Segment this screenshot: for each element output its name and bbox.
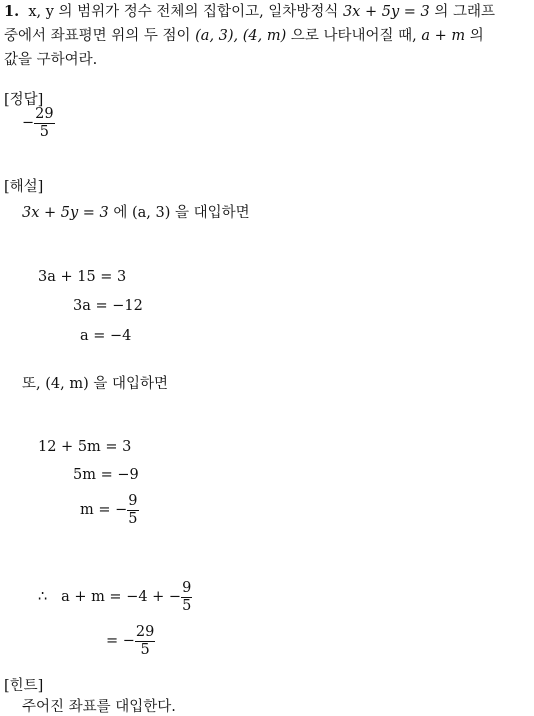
solution-final-1-denominator: 5 (182, 597, 192, 614)
problem-text-2e: 의 (469, 28, 484, 44)
therefore-symbol: ∴ (38, 589, 48, 606)
problem-line-1 (4, 0, 495, 24)
solution-final-2-denominator: 5 (140, 641, 150, 658)
solution-step-5: 5m = −9 (73, 467, 139, 483)
solution-step-2: 3a = −12 (73, 298, 143, 314)
answer-fraction (34, 106, 54, 140)
hint-text: 주어진 좌표를 대입한다. (22, 699, 176, 715)
problem-equation: 3x + 5y = 3 (342, 4, 430, 20)
problem-number: 1. (4, 3, 20, 20)
solution-step-1: 3a + 15 = 3 (38, 269, 127, 285)
solution-heading: [해설] (4, 179, 44, 195)
solution-intro (22, 201, 250, 222)
solution-step-4: 12 + 5m = 3 (38, 439, 132, 455)
problem-expression: a + m (421, 28, 466, 44)
solution-step-3: a = −4 (80, 328, 132, 344)
solution-step-6-numerator: 9 (128, 493, 138, 509)
problem-text-1c: 의 그래프 (434, 4, 495, 20)
answer-denominator: 5 (39, 123, 49, 140)
problem-text-1a: x, y 의 범위가 정수 전체의 집합이고, 일차방정식 (28, 4, 339, 20)
solution-final-1 (38, 580, 192, 614)
solution-step-6-denominator: 5 (128, 510, 138, 527)
solution-final-1-fraction (181, 580, 192, 614)
hint-heading: [힌트] (4, 678, 44, 694)
solution-also: 또, (4, m) 을 대입하면 (22, 376, 168, 392)
problem-line-3: 값을 구하여라. (4, 52, 98, 68)
solution-final-1-numerator: 9 (182, 580, 192, 596)
answer-value (22, 106, 55, 140)
solution-step-6-fraction (127, 493, 138, 527)
solution-intro-equation: 3x + 5y = 3 (22, 205, 109, 221)
solution-step-6 (80, 493, 139, 527)
solution-final-1-lhs: a + m = −4 + − (61, 589, 182, 606)
problem-text-2c: 으로 나타내어질 때, (290, 28, 417, 44)
problem-line-2 (4, 24, 484, 48)
answer-numerator: 29 (35, 106, 54, 122)
answer-heading: [정답] (4, 92, 44, 108)
answer-sign: − (22, 115, 35, 132)
solution-final-2-fraction (135, 624, 155, 658)
solution-step-6-lhs: m = − (80, 502, 128, 519)
problem-text-2a: 중에서 좌표평면 위의 두 점이 (4, 28, 191, 44)
solution-intro-text: 에 (a, 3) 을 대입하면 (113, 205, 250, 221)
problem-points: (a, 3), (4, m) (195, 28, 287, 44)
solution-final-2-numerator: 29 (135, 624, 155, 640)
solution-final-2 (106, 624, 155, 658)
solution-final-2-lhs: = − (106, 633, 135, 650)
